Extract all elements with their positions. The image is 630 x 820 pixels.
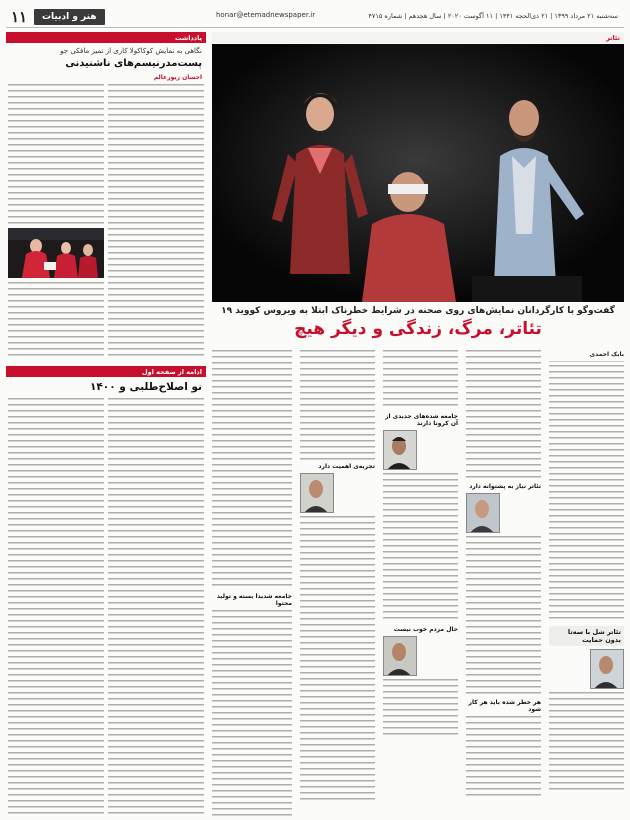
headline-block: [212, 304, 624, 346]
feature-subtitle-6: هر خطر شده باید هر کار شود: [468, 699, 541, 713]
portrait-illustration-2: [300, 474, 333, 513]
interviewee-photo-2: [300, 473, 334, 513]
dateline: سه‌شنبه ۲۱ مرداد ۱۳۹۹ | ۲۱ ذی‌الحجه ۱۴۴۱ | ۱۱ آگوست ۲۰۲۰ | سال هجدهم | شماره ۴۷۱۵: [368, 12, 618, 20]
feature-subtitle-2: تئاتر نیاز به پشتوانه دارد: [469, 483, 541, 490]
review-body-text-3: [8, 282, 104, 359]
note-kicker: یادداشت: [6, 32, 206, 43]
continued-kicker: ادامه از صفحه اول: [6, 366, 206, 377]
hero-photo: [212, 44, 624, 302]
page-number: ۱۱: [10, 8, 28, 26]
review-author: احسان زیورعالم: [153, 74, 202, 81]
review-body-text-2: [8, 84, 104, 224]
feature-byline: بابک احمدی: [549, 350, 624, 362]
feature-column-1: [549, 350, 624, 814]
review-title: پست‌مدرنیسم‌های ناشنیدنی: [65, 58, 202, 69]
section-label: هنر و ادبیات: [34, 9, 105, 25]
feature-text-4b: [300, 516, 375, 801]
play-photo: [8, 228, 104, 278]
feature-text-2b: [466, 536, 541, 696]
feature-text-1: [549, 365, 624, 623]
feature-body: [212, 350, 624, 814]
feature-text-2: [466, 350, 541, 480]
feature-kicker: تئاتر: [212, 32, 624, 43]
feature-text-3c: [383, 679, 458, 739]
feature-text-1b: [549, 692, 624, 792]
feature-text-3: [383, 350, 458, 410]
feature-subtitle-0: جامعه شدیدا بسته و تولید محتوا: [216, 593, 292, 607]
politics-body-text: [108, 398, 204, 814]
feature-headline: تئاتر، مرگ، زندگی و دیگر هیچ: [294, 319, 542, 339]
feature-text-5: [212, 350, 292, 590]
feature-text-3b: [383, 473, 458, 623]
feature-column-5: [212, 350, 292, 814]
portrait-illustration-1: [383, 431, 416, 470]
stage-scene-illustration: [212, 44, 624, 302]
feature-column-3: [383, 350, 458, 814]
feature-subtitle-1: جامعه شده‌های جدیدی از آن کرونا دارند: [385, 413, 458, 427]
interviewee-photo-1: [383, 430, 417, 470]
left-column: [6, 32, 206, 814]
politics-article: [6, 366, 206, 814]
feature-subhead: گفت‌وگو با کارگردانان نمایش‌های روی صحنه در شرایط خطرناک ابتلا به ویروس کووید ۱۹: [221, 306, 615, 316]
section-email[interactable]: honar@etemadnewspaper.ir: [216, 11, 316, 19]
review-article: [6, 32, 206, 362]
interviewee-photo-5: [383, 636, 417, 676]
feature-text-2c: [466, 716, 541, 796]
feature-subtitle-3: تجربه‌ی اهمیت دارد: [318, 463, 375, 470]
portrait-illustration-4: [590, 650, 623, 689]
page-header: [6, 6, 624, 28]
politics-title: نو اصلاح‌طلبی و ۱۴۰۰: [89, 381, 202, 393]
feature-text-5b: [212, 610, 292, 820]
feature-kicker-wrap: [212, 32, 624, 43]
portrait-illustration-3: [466, 494, 499, 533]
feature-column-2: [466, 350, 541, 814]
interviewee-photo-4: [590, 649, 624, 689]
play-photo-illustration: [8, 228, 104, 278]
review-body-text: [108, 84, 204, 359]
main-feature: [212, 32, 624, 814]
interviewee-photo-3: [466, 493, 500, 533]
feature-text-4: [300, 350, 375, 460]
sidebar-title: تئاتر شل با سه‌تا بدون حمایت: [549, 626, 624, 646]
feature-column-4: [300, 350, 375, 814]
review-pretitle: نگاهی به نمایش کوکاکولا کاری از تمیز مافکی جو: [60, 47, 202, 55]
feature-subtitle-5: حال مردم خوب نیست: [393, 626, 458, 633]
politics-body-text-2: [8, 398, 104, 814]
portrait-illustration-5: [383, 637, 416, 676]
